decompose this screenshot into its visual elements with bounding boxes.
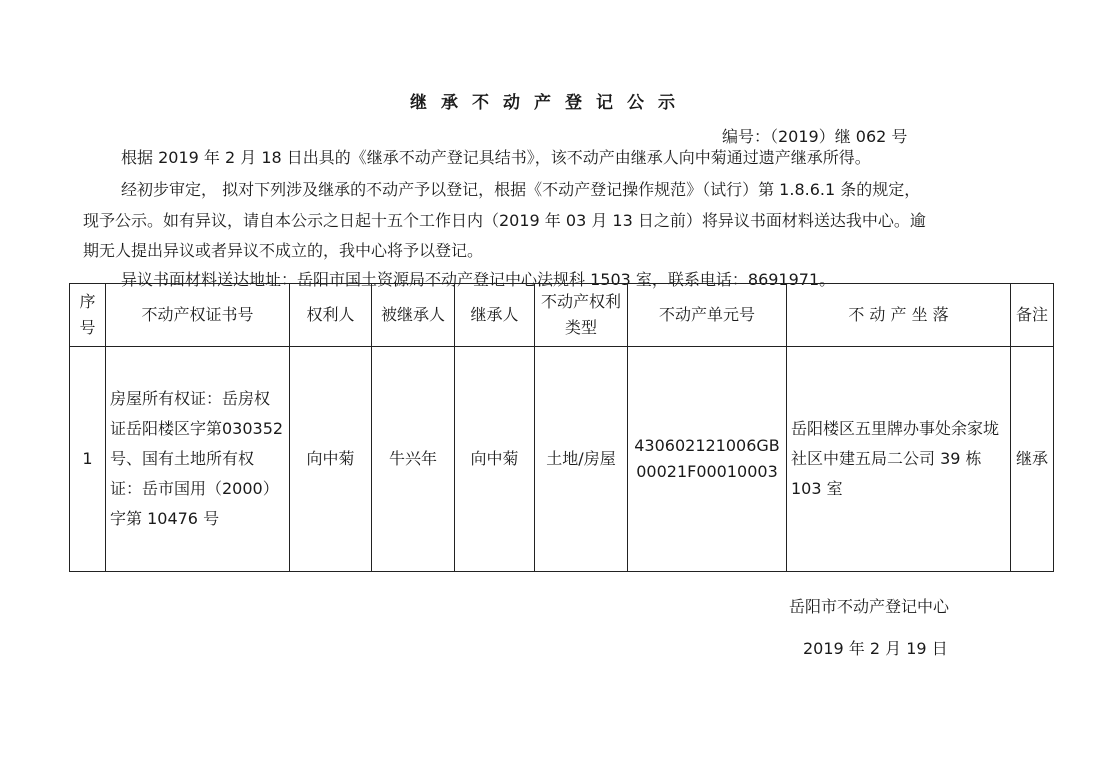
paragraph-2: 经初步审定， 拟对下列涉及继承的不动产予以登记，根据《不动产登记操作规范》（试行）第 1.8.6.1 条的规定， bbox=[121, 180, 921, 199]
paragraph-3: 现予公示。如有异议，请自本公示之日起十五个工作日内（2019 年 03 月 13 日之前）将异议书面材料送达我中心。逾 bbox=[83, 211, 926, 230]
cell-owner: 向中菊 bbox=[290, 347, 372, 572]
cell-cert: 房屋所有权证：岳房权证岳阳楼区字第030352 号、国有土地所有权证：岳市国用（2000）字第 10476 号 bbox=[106, 347, 290, 572]
cell-unit: 430602121006GB00021F00010003 bbox=[628, 347, 787, 572]
header-deceased: 被继承人 bbox=[372, 284, 455, 347]
cell-location: 岳阳楼区五里牌办事处余家垅社区中建五局二公司 39 栋 103 室 bbox=[787, 347, 1011, 572]
header-location: 不 动 产 坐 落 bbox=[787, 284, 1011, 347]
paragraph-4: 期无人提出异议或者异议不成立的，我中心将予以登记。 bbox=[83, 241, 484, 260]
objection-address: 异议书面材料送达地址：岳阳市国土资源局不动产登记中心法规科 1503 室，联系电话：8691971。 bbox=[121, 270, 836, 289]
header-right-type: 不动产权利类型 bbox=[535, 284, 628, 347]
issuing-org: 岳阳市不动产登记中心 bbox=[789, 597, 950, 616]
table-row bbox=[70, 347, 1054, 572]
header-owner: 权利人 bbox=[290, 284, 372, 347]
page-title: 继承不动产登记公示 bbox=[410, 93, 689, 113]
header-seq: 序号 bbox=[70, 284, 106, 347]
cell-right-type: 土地/房屋 bbox=[535, 347, 628, 572]
issue-date: 2019 年 2 月 19 日 bbox=[803, 639, 948, 658]
cell-deceased: 牛兴年 bbox=[372, 347, 455, 572]
paragraph-1: 根据 2019 年 2 月 18 日出具的《继承不动产登记具结书》，该不动产由继承人向中菊通过遗产继承所得。 bbox=[121, 148, 871, 167]
reference-number: 编号：（2019）继 062 号 bbox=[722, 127, 908, 146]
cell-remark: 继承 bbox=[1011, 347, 1054, 572]
registration-table bbox=[69, 283, 1054, 572]
header-cert: 不动产权证书号 bbox=[106, 284, 290, 347]
header-heir: 继承人 bbox=[455, 284, 535, 347]
cell-seq: 1 bbox=[70, 347, 106, 572]
table-header-row bbox=[70, 284, 1054, 347]
header-remark: 备注 bbox=[1011, 284, 1054, 347]
header-unit: 不动产单元号 bbox=[628, 284, 787, 347]
cell-heir: 向中菊 bbox=[455, 347, 535, 572]
